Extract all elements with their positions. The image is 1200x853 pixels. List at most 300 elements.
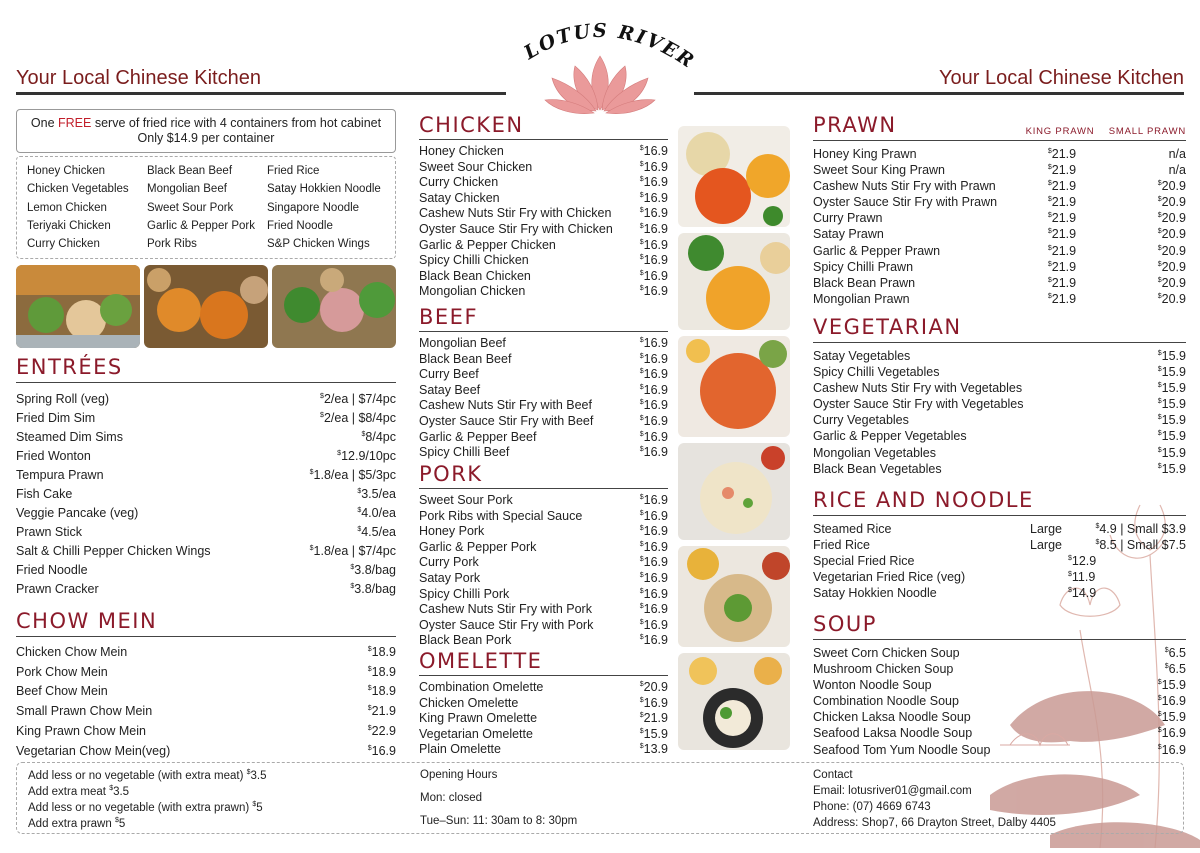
menu-item [16,682,396,702]
item-name: Black Bean Beef [419,351,512,366]
menu-item [419,430,668,446]
menu-item [419,238,668,254]
item-name: Black Bean Prawn [813,275,916,290]
item-name: Spring Roll (veg) [16,392,110,406]
menu-item [813,428,1186,444]
item-price: $16.9 [639,586,668,601]
item-name: Black Bean Chicken [419,268,531,283]
item-name: Garlic & Pepper Vegetables [813,429,967,444]
item-price: $6.5 [1164,646,1186,660]
item-name: Honey Chicken [419,144,504,158]
cabinet-item: Teriyaki Chicken [27,219,111,232]
promo-box: One FREE serve of fried rice with 4 containers from hot cabinet Only $14.9 per container [16,109,396,153]
item-name: Chicken Chow Mein [16,645,128,659]
menu-item [813,461,1186,477]
food-photo-9 [678,653,790,750]
entrees-title: ENTRÉES [16,355,123,379]
item-price: $16.9 [639,617,668,632]
menu-item [813,521,1186,537]
menu-item [16,722,396,742]
soup-title: SOUP [813,612,877,636]
item-name: Vegetarian Omelette [419,726,533,741]
prawn-title: PRAWN [813,113,897,137]
menu-item [419,445,668,461]
menu-item [813,162,1186,178]
item-name: Special Fried Rice [813,554,915,569]
cabinet-item: Fried Rice [267,165,320,177]
cabinet-item: Black Bean Beef [147,165,233,177]
item-price: $16.9 [639,493,668,507]
item-name: Mushroom Chicken Soup [813,662,954,677]
opening-hours [420,767,577,829]
item-price: $20.9 [1157,259,1186,274]
item-price: $18.9 [367,684,396,699]
menu-item [16,466,396,485]
item-price: $4.9 | Small $3.9 [1095,522,1186,536]
omelette-title: OMELETTE [419,649,543,673]
item-price: $15.9 [639,726,668,741]
item-name: Pork Ribs with Special Sauce [419,508,583,523]
tagline-right: Your Local Chinese Kitchen [939,67,1184,89]
vegetarian-section [813,315,1186,477]
item-price: $16.9 [639,221,668,236]
menu-item [813,693,1186,709]
item-name: Chicken Laksa Noodle Soup [813,710,971,725]
item-price: $20.9 [1157,211,1186,226]
menu-item [16,485,396,504]
item-name: Seafood Laksa Noodle Soup [813,726,973,741]
menu-item [16,504,396,523]
item-name: Spicy Chilli Pork [419,586,510,601]
menu-item [419,680,668,696]
item-name: Garlic & Pepper Chicken [419,237,556,252]
item-name: Sweet Sour King Prawn [813,163,946,178]
menu-item [813,178,1186,194]
cabinet-item: Sweet Sour Pork [147,201,234,214]
cabinet-item: Fried Noodle [267,219,333,232]
item-name: Fried Noodle [16,563,88,577]
item-name: Oyster Sauce Stir Fry with Vegetables [813,397,1024,412]
menu-item [813,275,1186,291]
menu-item [419,742,668,758]
contact-title: Contact [813,769,853,781]
item-name: Cashew Nuts Stir Fry with Beef [419,398,592,413]
item-name: Plain Omelette [419,742,501,757]
item-name: Satay Prawn [813,227,884,242]
entrees-section [16,355,396,599]
item-price: $20.9 [1157,243,1186,258]
menu-item [419,253,668,269]
item-name: Satay Beef [419,382,481,397]
item-price: $16.9 [639,144,668,158]
soup-section [813,612,1186,758]
cabinet-item: Lemon Chicken [27,201,107,214]
item-price: $16.9 [639,351,668,366]
menu-item [813,553,1186,569]
item-price: $16.9 [639,284,668,299]
item-price: $16.9 [639,570,668,585]
menu-item [16,447,396,466]
food-photo-4 [678,126,790,227]
item-price: $21.9 [1047,291,1077,306]
menu-item [813,243,1186,259]
header-rule-right [694,92,1184,95]
item-price: $15.9 [1157,381,1186,396]
cabinet-item: Singapore Noodle [267,201,360,214]
item-price: $20.9 [639,680,668,694]
menu-item [813,445,1186,461]
item-price: $16.9 [639,413,668,428]
item-price: $3.8/bag [350,582,396,596]
menu-item [419,367,668,383]
item-price: $1.8/ea | $5/3pc [309,468,396,482]
menu-item [419,509,668,525]
item-price: $21.9 [1047,147,1077,161]
item-price: $15.9 [1157,365,1186,380]
item-price: $21.9 [1047,275,1077,290]
contact-email[interactable]: Email: lotusriver01@gmail.com [813,785,972,797]
food-photo-7 [678,443,790,540]
item-price: $22.9 [367,723,396,738]
item-price: $16.9 [639,398,668,413]
item-name: Pork Chow Mein [16,664,108,679]
pork-title: PORK [419,462,483,486]
svg-text:LOTUS RIVER: LOTUS RIVE [520,19,684,65]
item-name: Spicy Chilli Vegetables [813,365,940,380]
item-price: $16.9 [639,336,668,350]
menu-item [419,222,668,238]
menu-item [813,291,1186,307]
item-price: $16.9 [367,743,396,758]
rice-noodle-title: RICE AND NOODLE [813,488,1034,512]
item-price: $21.9 [1047,195,1077,210]
item-price: $21.9 [1047,211,1077,226]
item-name: Combination Noodle Soup [813,694,959,709]
item-price: $2/ea | $7/4pc [320,392,396,406]
item-price: $12.9 [1068,554,1097,569]
item-price: $16.9 [639,633,668,648]
menu-item [419,284,668,300]
menu-item [419,175,668,191]
menu-item [419,555,668,571]
header-rule-left [16,92,506,95]
item-name: Satay Chicken [419,190,500,205]
prawn-col-king: KING PRAWN [1025,126,1095,137]
item-name: Fried Wonton [16,449,91,463]
item-name: Tempura Prawn [16,468,104,482]
item-name: Mongolian Chicken [419,284,526,299]
menu-item [16,580,396,599]
item-price: $15.9 [1157,397,1186,412]
item-name: Vegetarian Fried Rice (veg) [813,570,966,585]
contact-info [813,767,1056,831]
item-price: $15.9 [1157,710,1186,725]
item-price: $16.9 [639,555,668,570]
item-name: Combination Omelette [419,680,544,694]
item-price: $16.9 [639,429,668,444]
menu-item [813,259,1186,275]
item-price: $16.9 [639,445,668,460]
menu-item [419,352,668,368]
item-name: Honey Pork [419,524,485,539]
item-name: Fried Rice [813,538,870,553]
item-price: $6.5 [1164,662,1186,677]
item-price: $20.9 [1157,195,1186,210]
prawn-section [813,113,1186,307]
item-name: Mongolian Vegetables [813,445,937,460]
food-photo-5 [678,233,790,330]
hours-tue-sun: Tue–Sun: 11: 30am to 8: 30pm [420,815,578,827]
item-price: $18.9 [367,645,396,659]
item-name: King Prawn Chow Mein [16,723,146,738]
item-price: $15.9 [1157,445,1186,460]
menu-item [813,226,1186,242]
beef-section [419,305,668,461]
menu-item [813,348,1186,364]
menu-item [419,696,668,712]
item-name: Curry Beef [419,367,479,382]
item-name: Mongolian Prawn [813,291,910,306]
menu-item [16,561,396,580]
item-price: $20.9 [1157,291,1186,306]
menu-item [813,412,1186,428]
menu-item [16,390,396,409]
hot-cabinet-list [16,156,396,259]
menu-item [419,633,668,649]
menu-item [419,336,668,352]
item-price: $21.9 [1047,243,1077,258]
item-price: $16.9 [639,190,668,205]
item-name: Sweet Corn Chicken Soup [813,646,960,660]
item-price: $16.9 [639,175,668,190]
food-photo-1 [16,265,140,348]
menu-item [813,380,1186,396]
item-price: $1.8/ea | $7/4pc [309,544,396,558]
item-name: Oyster Sauce Stir Fry with Beef [419,413,594,428]
item-price: $4.5/ea [357,525,396,539]
menu-item [419,414,668,430]
food-photo-3 [272,265,396,348]
menu-item [813,146,1186,162]
item-name: Garlic & Pepper Beef [419,429,537,444]
item-name: Fried Dim Sim [16,411,96,425]
menu-item [16,542,396,561]
item-name: Garlic & Pepper Prawn [813,243,941,258]
menu-item [16,523,396,542]
menu-item [813,661,1186,677]
item-name: Wonton Noodle Soup [813,678,932,693]
item-price: $16.9 [1157,726,1186,741]
menu-item [813,210,1186,226]
item-price: $16.9 [1157,694,1186,709]
menu-item [419,160,668,176]
item-name: Curry Chicken [419,175,499,190]
item-size: Large [1030,538,1062,553]
menu-item [813,709,1186,725]
item-price: $14.9 [1068,586,1097,601]
omelette-section [419,649,668,758]
pork-section [419,462,668,649]
item-price: $21.9 [367,704,396,719]
item-name: Vegetarian Chow Mein(veg) [16,743,171,758]
menu-item [419,602,668,618]
item-name: Seafood Tom Yum Noodle Soup [813,742,991,757]
item-name: Black Bean Pork [419,633,512,648]
beef-title: BEEF [419,305,479,329]
item-price: $4.0/ea [357,506,396,520]
contact-phone[interactable]: Phone: (07) 4669 6743 [813,801,931,813]
menu-item [419,711,668,727]
item-name: Garlic & Pepper Pork [419,539,537,554]
prawn-col-small: SMALL PRAWN [1108,126,1186,137]
cabinet-item: Garlic & Pepper Pork [147,219,256,232]
menu-item [813,677,1186,693]
menu-item [813,364,1186,380]
item-price: $21.9 [1047,163,1077,178]
item-price: $3.8/bag [350,563,396,577]
item-name: Satay Vegetables [813,349,911,363]
item-name: Mongolian Beef [419,336,506,350]
item-name: Sweet Sour Pork [419,493,513,507]
menu-item [419,398,668,414]
item-name: Honey King Prawn [813,147,917,161]
item-price: $16.9 [639,695,668,710]
item-name: Oyster Sauce Stir Fry with Chicken [419,221,613,236]
item-price: $2/ea | $8/4pc [320,411,396,425]
menu-item [419,587,668,603]
item-price: $16.9 [639,524,668,539]
item-name: Oyster Sauce Stir Fry with Pork [419,617,594,632]
menu-item [16,428,396,447]
item-name: Cashew Nuts Stir Fry with Prawn [813,179,996,194]
chicken-title: CHICKEN [419,113,524,137]
item-name: King Prawn Omelette [419,711,538,726]
item-price: $15.9 [1157,349,1186,363]
item-price: $8/4pc [361,430,396,444]
item-price: $16.9 [639,382,668,397]
hours-mon: Mon: closed [420,792,483,804]
item-price: $15.9 [1157,429,1186,444]
menu-item [813,725,1186,741]
item-name: Cashew Nuts Stir Fry with Pork [419,602,592,617]
menu-item [813,537,1186,553]
item-name: Cashew Nuts Stir Fry with Vegetables [813,381,1023,396]
tagline-left: Your Local Chinese Kitchen [16,67,261,89]
menu-item [419,524,668,540]
item-price: $20.9 [1157,227,1186,242]
item-name: Fish Cake [16,487,73,501]
item-price: $15.9 [1157,413,1186,428]
item-price: $20.9 [1157,179,1186,194]
item-name: Steamed Dim Sims [16,430,123,444]
menu-item [16,643,396,663]
logo [505,18,695,118]
chicken-section [419,113,668,300]
cabinet-item: Satay Hokkien Noodle [267,183,381,196]
extra-item: Add extra meat $3.5 [28,785,130,798]
item-name: Small Prawn Chow Mein [16,704,153,719]
cabinet-item: Pork Ribs [147,238,197,251]
item-price: $20.9 [1157,275,1186,290]
menu-item [813,194,1186,210]
chow-mein-section [16,609,396,761]
menu-item [419,144,668,160]
rice-noodle-section [813,488,1186,601]
menu-item [419,540,668,556]
item-size: Large [1030,522,1062,536]
item-name: Chicken Omelette [419,695,519,710]
cabinet-item: Honey Chicken [27,165,105,177]
item-price: $18.9 [367,664,396,679]
item-price: $3.5/ea [357,487,396,501]
menu-item [419,493,668,509]
chow-mein-title: CHOW MEIN [16,609,158,633]
menu-item [813,585,1186,601]
extra-item: Add less or no vegetable (with extra prawn) $5 [28,801,263,814]
menu-item [16,409,396,428]
menu-item [16,663,396,683]
food-photo-2 [144,265,268,348]
item-name: Beef Chow Mein [16,684,108,699]
item-name: Curry Prawn [813,211,883,226]
item-price: $16.9 [639,206,668,221]
item-name: Sweet Sour Chicken [419,159,533,174]
item-price: n/a [1168,147,1186,161]
item-name: Cashew Nuts Stir Fry with Chicken [419,206,612,221]
item-price: $16.9 [639,508,668,523]
menu-item [813,645,1186,661]
menu-item [419,727,668,743]
item-price: $15.9 [1157,461,1186,476]
menu-item [419,571,668,587]
vegetarian-title: VEGETARIAN [813,315,962,339]
item-price: $21.9 [1047,227,1077,242]
menu-item [813,569,1186,585]
hours-title: Opening Hours [420,769,498,781]
extras-list [28,768,267,832]
menu-item [419,206,668,222]
item-price: $16.9 [639,237,668,252]
menu-item [419,383,668,399]
item-name: Prawn Stick [16,525,82,539]
item-name: Satay Hokkien Noodle [813,586,937,601]
item-price: $16.9 [639,367,668,382]
cabinet-item: Chicken Vegetables [27,183,129,196]
item-name: Black Bean Vegetables [813,461,942,476]
extra-item: Add less or no vegetable (with extra meat) $3.5 [28,769,267,782]
cabinet-item: Curry Chicken [27,238,100,251]
contact-address: Address: Shop7, 66 Drayton Street, Dalby 4405 [813,817,1056,829]
item-name: Spicy Chilli Beef [419,445,510,460]
item-price: $21.9 [1047,179,1077,194]
item-name: Spicy Chilli Prawn [813,259,914,274]
menu-item [16,742,396,762]
item-name: Oyster Sauce Stir Fry with Prawn [813,195,998,210]
item-price: $21.9 [1047,259,1077,274]
item-price: $13.9 [639,742,668,757]
item-price: $11.9 [1068,570,1096,585]
item-price: $16.9 [639,268,668,283]
item-name: Steamed Rice [813,522,892,536]
menu-item [419,618,668,634]
photo-strip [678,126,790,750]
item-name: Salt & Chilli Pepper Chicken Wings [16,544,211,558]
item-name: Veggie Pancake (veg) [16,506,139,520]
item-price: $12.9/10pc [337,449,396,463]
item-price: $16.9 [1157,742,1186,757]
food-photo-6 [678,336,790,437]
item-name: Spicy Chilli Chicken [419,253,529,268]
